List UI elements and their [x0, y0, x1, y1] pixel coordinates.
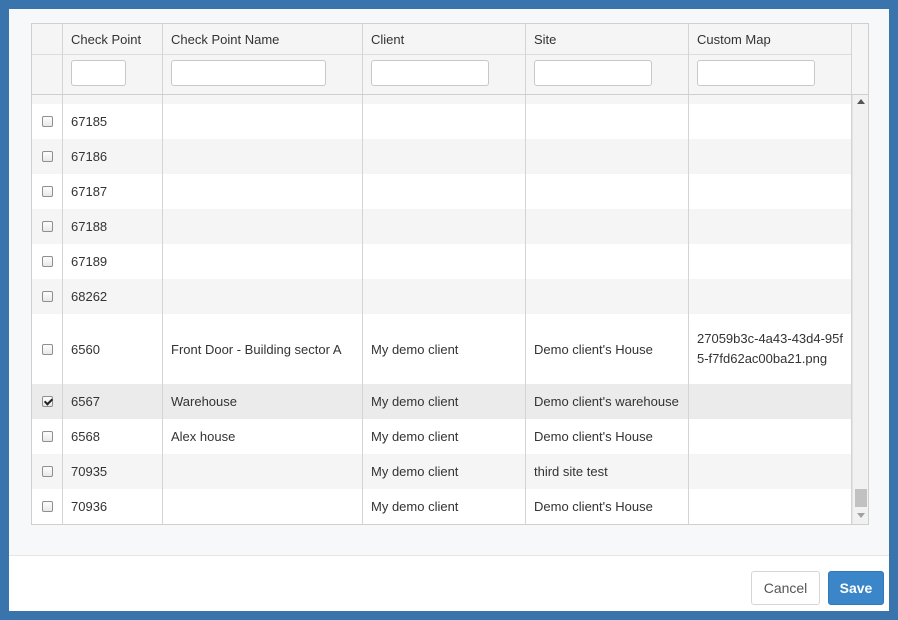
grid-body: [32, 95, 852, 524]
cancel-button[interactable]: Cancel: [751, 571, 820, 605]
cell-select: [32, 384, 63, 419]
filter-check-point-name-input[interactable]: [171, 60, 326, 86]
cell-check-point: 68262: [63, 279, 163, 314]
row-checkbox[interactable]: [42, 116, 53, 127]
cell-client: [363, 139, 526, 174]
column-title-site: Site: [534, 32, 557, 47]
cell-client: My demo client: [363, 454, 526, 489]
cell-check-point-name: [163, 209, 363, 244]
cell-select: [32, 104, 63, 139]
column-title-check-point-name: Check Point Name: [171, 32, 280, 47]
cell-site: Demo client's House: [526, 419, 689, 454]
table-row[interactable]: [32, 279, 852, 314]
cell-site: third site test: [526, 454, 689, 489]
cell-client: My demo client: [363, 314, 526, 384]
row-checkbox[interactable]: [42, 344, 53, 355]
cell-select: [32, 209, 63, 244]
cell-custom-map: [689, 139, 852, 174]
cell-site: [526, 104, 689, 139]
column-title-client: Client: [371, 32, 405, 47]
cell-site: Demo client's House: [526, 489, 689, 524]
cell-site: [526, 139, 689, 174]
chevron-down-icon[interactable]: [857, 513, 865, 518]
cell-client: [363, 104, 526, 139]
cell-check-point: 67186: [63, 139, 163, 174]
row-checkbox[interactable]: [42, 186, 53, 197]
scrollbar-thumb[interactable]: [855, 489, 867, 507]
cell-select: [32, 174, 63, 209]
cell-custom-map: [689, 489, 852, 524]
chevron-up-icon[interactable]: [857, 99, 865, 104]
cell-custom-map: [689, 244, 852, 279]
cell-client: My demo client: [363, 419, 526, 454]
header-site[interactable]: [526, 24, 689, 94]
header-scrollbar-gap: [852, 24, 868, 94]
table-row[interactable]: [32, 174, 852, 209]
row-checkbox[interactable]: [42, 256, 53, 267]
filter-site-input[interactable]: [534, 60, 652, 86]
row-checkbox[interactable]: [42, 396, 53, 407]
grid-header: [32, 24, 868, 95]
cell-check-point-name: Warehouse: [163, 384, 363, 419]
modal-body: [9, 9, 889, 555]
header-check-point-name[interactable]: [163, 24, 363, 94]
cell-custom-map: [689, 209, 852, 244]
cell-site: [526, 174, 689, 209]
cell-client: [363, 209, 526, 244]
cell-check-point: 67187: [63, 174, 163, 209]
modal-footer: [9, 555, 889, 611]
cell-check-point: 67185: [63, 104, 163, 139]
row-checkbox[interactable]: [42, 221, 53, 232]
row-checkbox[interactable]: [42, 151, 53, 162]
row-checkbox[interactable]: [42, 431, 53, 442]
column-title-custom-map: Custom Map: [697, 32, 771, 47]
table-row[interactable]: [32, 139, 852, 174]
cell-site: [526, 244, 689, 279]
table-row[interactable]: [32, 489, 852, 524]
grid-rows: [32, 95, 852, 524]
row-checkbox[interactable]: [42, 291, 53, 302]
cell-check-point-name: [163, 279, 363, 314]
cell-check-point: 67188: [63, 209, 163, 244]
cell-select: [32, 489, 63, 524]
table-row[interactable]: [32, 419, 852, 454]
table-row[interactable]: [32, 244, 852, 279]
modal-dialog: [9, 9, 889, 610]
table-row[interactable]: [32, 209, 852, 244]
cell-check-point-name: Alex house: [163, 419, 363, 454]
cell-select: [32, 314, 63, 384]
cell-custom-map: [689, 104, 852, 139]
cell-check-point-name: Front Door - Building sector A: [163, 314, 363, 384]
cell-check-point: 70935: [63, 454, 163, 489]
cell-custom-map: [689, 279, 852, 314]
check-points-grid: [31, 23, 869, 525]
cell-client: [363, 174, 526, 209]
cell-custom-map: [689, 174, 852, 209]
cell-select: [32, 244, 63, 279]
cell-check-point-name: [163, 139, 363, 174]
cell-check-point-name: [163, 489, 363, 524]
cell-select: [32, 139, 63, 174]
cell-check-point-name: [163, 454, 363, 489]
row-checkbox[interactable]: [42, 466, 53, 477]
cell-select: [32, 454, 63, 489]
table-row[interactable]: [32, 104, 852, 139]
column-title-check-point: Check Point: [71, 32, 142, 47]
cell-custom-map: [689, 384, 852, 419]
save-button[interactable]: Save: [828, 571, 884, 605]
cell-client: My demo client: [363, 384, 526, 419]
filter-custom-map-input[interactable]: [697, 60, 815, 86]
header-custom-map[interactable]: [689, 24, 852, 94]
cell-site: [526, 279, 689, 314]
cell-client: [363, 279, 526, 314]
table-row-partial: [32, 95, 852, 104]
cell-check-point: 70936: [63, 489, 163, 524]
cell-check-point-name: [163, 174, 363, 209]
header-check-point[interactable]: [63, 24, 163, 94]
cell-check-point-name: [163, 244, 363, 279]
cell-check-point: 67189: [63, 244, 163, 279]
table-row[interactable]: [32, 454, 852, 489]
cell-site: [526, 209, 689, 244]
cell-select: [32, 279, 63, 314]
cell-client: [363, 244, 526, 279]
cell-client: My demo client: [363, 489, 526, 524]
header-client[interactable]: [363, 24, 526, 94]
cell-check-point: 6560: [63, 314, 163, 384]
table-row[interactable]: [32, 314, 852, 384]
cell-site: Demo client's House: [526, 314, 689, 384]
row-checkbox[interactable]: [42, 501, 53, 512]
cell-check-point-name: [163, 104, 363, 139]
filter-client-input[interactable]: [371, 60, 489, 86]
vertical-scrollbar[interactable]: [852, 95, 868, 524]
cell-custom-map: [689, 454, 852, 489]
cell-check-point: 6568: [63, 419, 163, 454]
filter-check-point-input[interactable]: [71, 60, 126, 86]
cell-site: Demo client's warehouse: [526, 384, 689, 419]
cell-select: [32, 419, 63, 454]
table-row[interactable]: [32, 384, 852, 419]
cell-custom-map: [689, 419, 852, 454]
cell-check-point: 6567: [63, 384, 163, 419]
cell-custom-map: 27059b3c-4a43-43d4-95f5-f7fd62ac00ba21.png: [689, 314, 852, 384]
header-select-column: [32, 24, 63, 94]
